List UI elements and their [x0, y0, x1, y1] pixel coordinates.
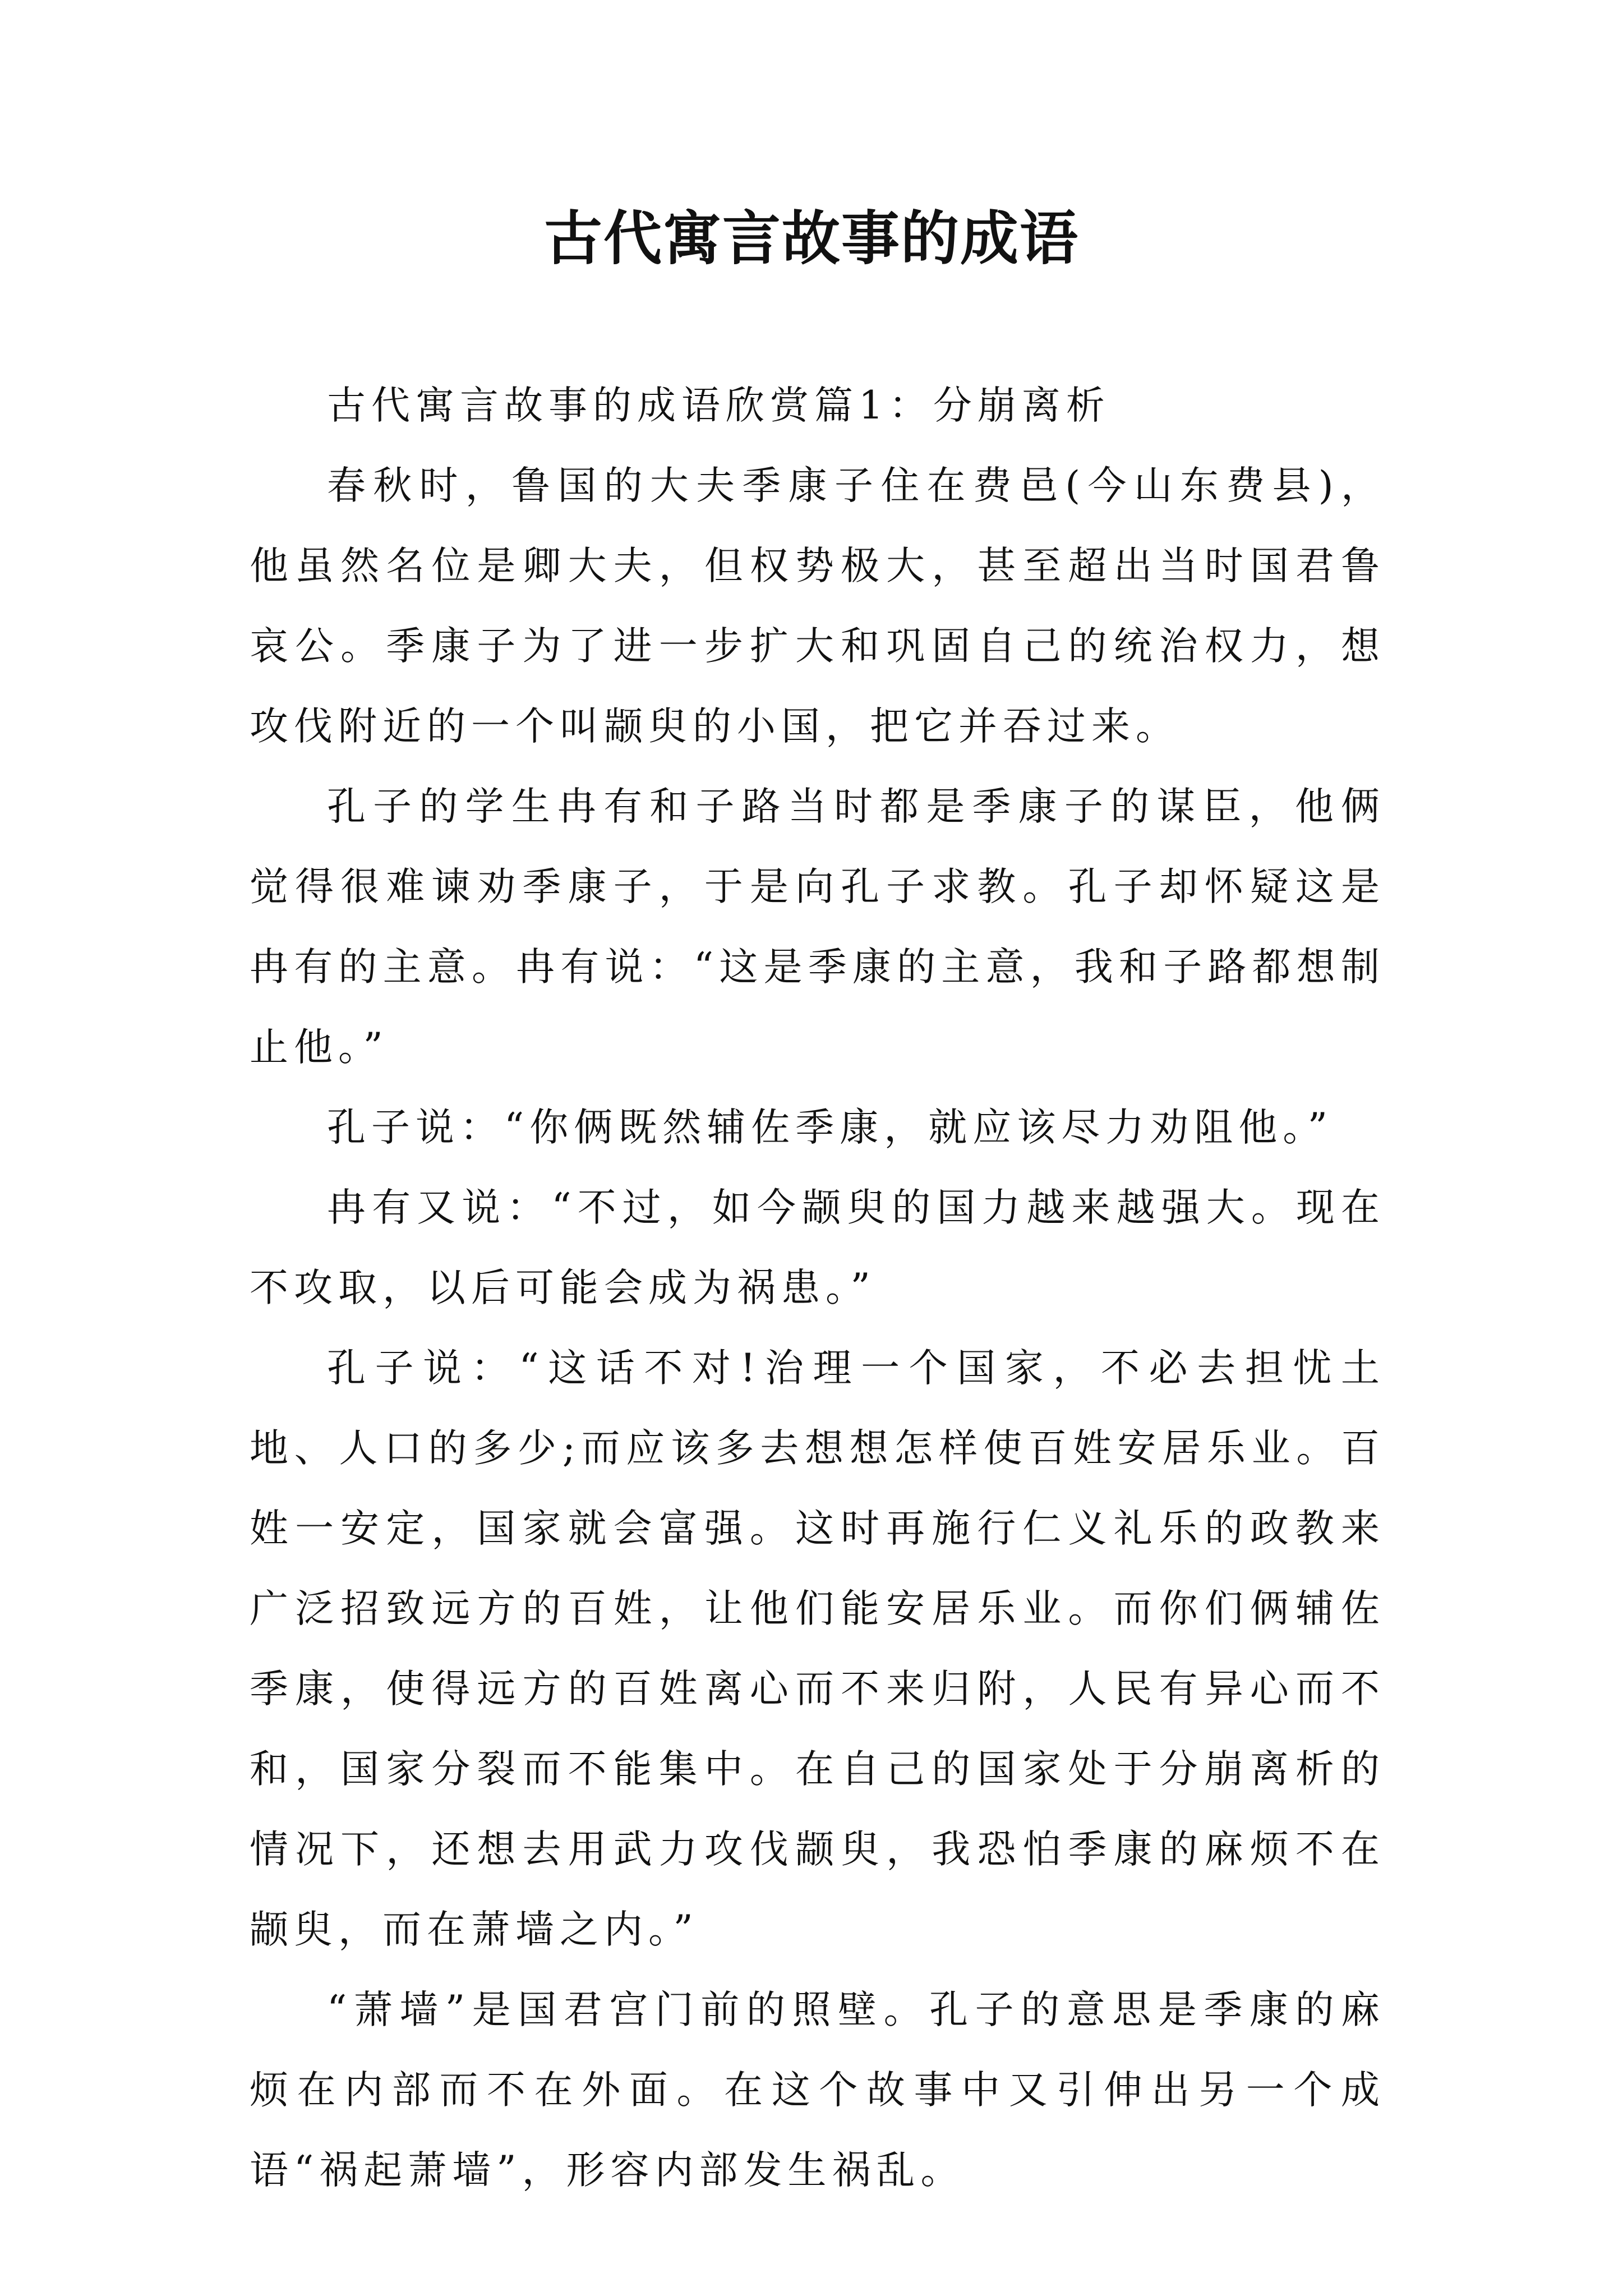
paragraph: 春秋时，鲁国的大夫季康子住在费邑(今山东费县)，他虽然名位是卿大夫，但权势极大，甚至超出当时国君鲁哀公。季康子为了进一步扩大和巩固自己的统治权力，想攻伐附近的一个叫颛臾的小国，把它并吞过来。	[250, 463, 1385, 749]
paragraph-heading-section-1: 古代寓言故事的成语欣赏篇1：分崩离析	[327, 383, 1110, 428]
paragraph: “萧墙”是国君宫门前的照壁。孔子的意思是季康的麻烦在内部而不在外面。在这个故事中又引伸出另一个成语“祸起萧墙”，形容内部发生祸乱。	[250, 1987, 1385, 2193]
paragraph: 孔子的学生冉有和子路当时都是季康子的谋臣，他俩觉得很难谏劝季康子，于是向孔子求教。孔子却怀疑这是冉有的主意。冉有说：“这是季康的主意，我和子路都想制止他。”	[250, 784, 1385, 1070]
paragraph: 孔子说：“你俩既然辅佐季康，就应该尽力劝阻他。”	[327, 1105, 1334, 1150]
paragraph: 孔子说：“这话不对!治理一个国家，不必去担忧土地、人口的多少;而应该多去想想怎样使百姓安居乐业。百姓一安定，国家就会富强。这时再施行仁义礼乐的政教来广泛招致远方的百姓，让他们能安居乐业。而你们俩辅佐季康，使得远方的百姓离心而不来归附，人民有异心而不和，国家分裂而不能集中。在自己的国家处于分崩离析的情况下，还想去用武力攻伐颛臾，我恐怕季康的麻烦不在颛臾，而在萧墙之内。”	[250, 1346, 1385, 1952]
document-body	[250, 366, 1385, 2211]
paragraph: 冉有又说：“不过，如今颛臾的国力越来越强大。现在不攻取，以后可能会成为祸患。”	[250, 1185, 1385, 1310]
document-title: 古代寓言故事的成语	[543, 204, 1079, 273]
